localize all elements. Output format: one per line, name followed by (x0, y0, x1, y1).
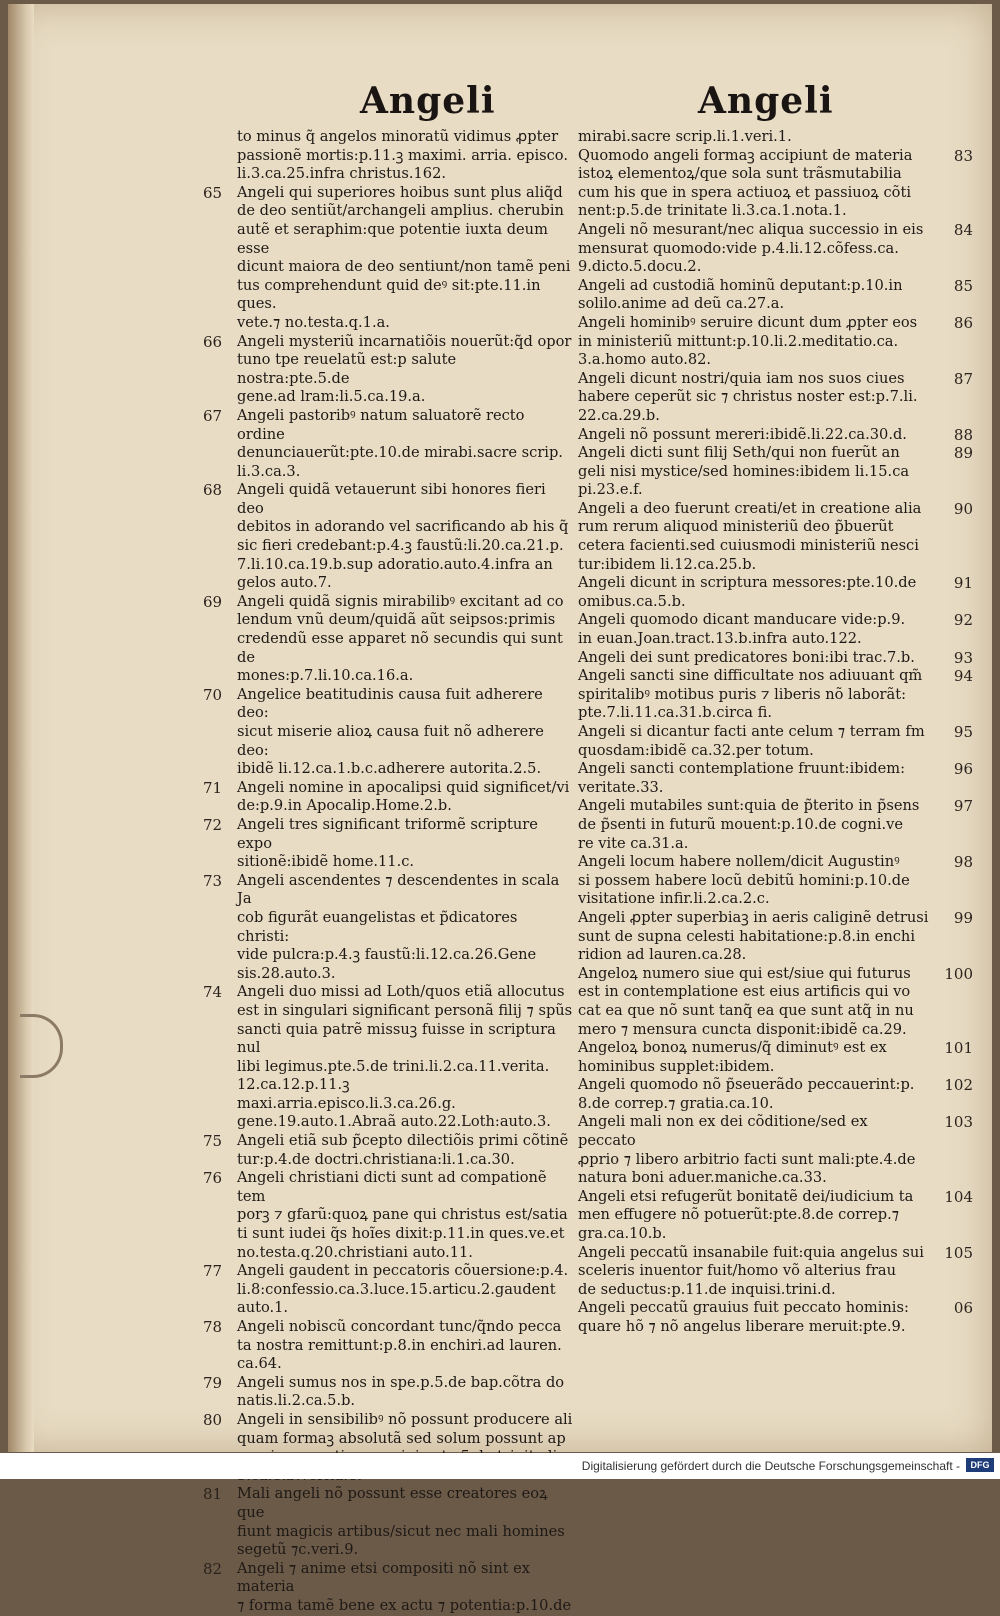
running-head-left: Angeli (360, 80, 496, 122)
index-entry (578, 574, 973, 611)
entry-text: Angeli etsi refugerũt bonitatẽ dei/iudicium ta men effugere nõ potuerũt:pte.8.de correp.⁊ gra.ca.10.b. (578, 1187, 914, 1243)
entry-number: 06 (953, 1299, 973, 1318)
index-entry (578, 1039, 973, 1076)
index-entry (578, 1299, 973, 1336)
entry-number: 100 (944, 964, 973, 983)
entry-number: 65 (203, 183, 223, 202)
entry-text: Angeloꝝ numero siue qui est/siue qui futurus est in contemplatione est eius artificis qui vo cat ea que nõ sunt tanq̃ ea que sunt atq̃ in nu mero ⁊ mensura cuncta disponit:ibidẽ ca.29. (578, 964, 914, 1038)
entry-text: Angeli hominibꝰ seruire dicunt dum ꝓpter eos in ministeriũ mittunt:p.10.li.2.meditatio.ca. 3.a.homo auto.82. (578, 313, 918, 369)
entry-text: mirabi.sacre scrip.li.1.veri.1. (578, 128, 792, 145)
digitization-footer (0, 1453, 1000, 1479)
entry-number: 81 (203, 1485, 223, 1504)
index-entry (203, 1132, 573, 1169)
entry-text: Angeli tres significant triformẽ scripture expo sitionẽ:ibidẽ home.11.c. (237, 815, 538, 871)
entry-text: Angelice beatitudinis causa fuit adherere deo: sicut miserie alioꝝ causa fuit nõ adherere deo: ibidẽ li.12.ca.1.b.c.adherere autorita.2.5. (237, 685, 544, 778)
entry-number: 88 (953, 425, 973, 444)
index-entry (578, 314, 973, 370)
index-entry (578, 667, 973, 723)
page-clip (20, 1014, 63, 1078)
entry-text: Angeli ꝓpter superbiaꝫ in aeris caliginẽ detrusi sunt de supna celesti habitatione:p.8.in enchi ridion ad lauren.ca.28. (578, 908, 929, 964)
entry-number: 99 (953, 908, 973, 927)
index-entry (203, 1485, 573, 1559)
entry-text: Angeli christiani dicti sunt ad compationẽ tem porꝫ ⁊ gfarũ:quoꝝ pane qui christus est/satia ti sunt iudei q̃s hoĩes dixit:p.11.in ques.ve.et no.testa.q.20.christiani auto.11. (237, 1169, 568, 1261)
entry-text: Angeli mutabiles sunt:quia de p̃terito in p̃sens de p̃senti in futurũ mouent:p.10.de cogni.ve re vite ca.31.a. (578, 797, 920, 852)
entry-text: Angeli peccatũ grauius fuit peccato hominis: quare hõ ⁊ nõ angelus liberare meruit:pte.9. (578, 1299, 909, 1335)
entry-text: Angeli sancti contemplatione fruunt:ibidem: veritate.33. (578, 760, 905, 796)
entry-text: Angeli duo missi ad Loth/quos etiã allocutus est in singulari significant personã filij ⁊ spũs sancti quia patrẽ missuꝫ fuisse in scriptura nul libi legimus.pte.5.de trini.li.2.ca.11.verita. 12.ca.12.p.11.ꝫ maxi.arria.episco.li.3.ca.26.g. gene.19.auto.1.Abraã auto.22.Loth:auto.3. (237, 983, 573, 1131)
entry-number: 89 (953, 444, 973, 463)
index-entry (578, 649, 973, 668)
entry-number: 66 (203, 332, 223, 351)
index-entry (578, 147, 973, 221)
index-entry (578, 723, 973, 760)
entry-text: Angeli ⁊ anime etsi compositi nõ sint ex materia ⁊ forma tamẽ bene ex actu ⁊ potentia:p.10.de (237, 1559, 572, 1614)
index-entry (578, 1188, 973, 1244)
entry-text: Angeloꝝ bonoꝝ numerus/q̃ diminutꝰ est ex hominibus supplet:ibidem. (578, 1039, 887, 1075)
book-spine (8, 4, 34, 1452)
entry-number: 76 (203, 1169, 223, 1188)
entry-number: 97 (953, 797, 973, 816)
entry-number: 82 (203, 1559, 223, 1578)
index-entry (578, 965, 973, 1039)
index-entry (578, 909, 973, 965)
entry-number: 75 (203, 1132, 223, 1151)
entry-number: 92 (953, 611, 973, 630)
entry-text: Angeli a deo fuerunt creati/et in creatione alia rum rerum aliquod ministeriũ deo p̃buerũt cetera facienti.sed cuiusmodi ministeriũ nesci tur:ibidem li.12.ca.25.b. (578, 499, 922, 573)
entry-text: Angeli si dicantur facti ante celum ⁊ terram fm quosdam:ibidẽ ca.32.per totum. (578, 723, 925, 759)
entry-text: Angeli gaudent in peccatoris cõuersione:p.4. li.8:confessio.ca.3.luce.15.articu.2.gaudent auto.1. (237, 1262, 569, 1317)
entry-text: Angeli quomodo dicant manducare vide:p.9. in euan.Joan.tract.13.b.infra auto.122. (578, 611, 906, 648)
index-entry (203, 1560, 573, 1616)
index-entry (578, 1244, 973, 1300)
entry-number: 101 (944, 1039, 973, 1058)
entry-number: 69 (203, 592, 223, 611)
entry-text: Angeli mysteriũ incarnatiõis nouerũt:q̃d opor tuno tpe reuelatũ est:p salute nostra:pte.5.de gene.ad lram:li.5.ca.19.a. (237, 332, 572, 406)
entry-text: Angeli dicunt in scriptura messores:pte.10.de omibus.ca.5.b. (578, 574, 917, 610)
entry-text: Angeli ascendentes ⁊ descendentes in scala Ja cob figurãt euangelistas et p̃dicatores christi: vide pulcra:p.4.ꝫ faustũ:li.12.ca.26.Gene sis.28.auto.3. (237, 871, 560, 982)
entry-number: 80 (203, 1410, 223, 1429)
entry-number: 93 (953, 648, 973, 667)
index-entry (578, 797, 973, 853)
index-entry (203, 481, 573, 593)
entry-number: 73 (203, 871, 223, 890)
index-entry (578, 1076, 973, 1113)
index-entry (203, 333, 573, 407)
entry-text: Angeli sumus nos in spe.p.5.de bap.cõtra do natis.li.2.ca.5.b. (237, 1373, 565, 1410)
entry-text: Angeli nõ mesurant/nec aliqua successio in eis mensurat quomodo:vide p.4.li.12.cõfess.ca. 9.dicto.5.docu.2. (578, 220, 924, 276)
entry-number: 78 (203, 1318, 223, 1336)
index-entry (578, 1113, 973, 1187)
entry-text: Angeli qui superiores hoibus sunt plus aliq̃d de deo sentiũt/archangeli amplius. cherubin autẽ et seraphim:que potentie iuxta deum esse dicunt maiora de deo sentiunt/non tamẽ peni tus comprehendunt quid deꝰ sit:pte.11.in ques. vete.⁊ no.testa.q.1.a. (237, 183, 571, 331)
index-entry (203, 1374, 573, 1411)
index-entry (203, 816, 573, 872)
entry-text: Angeli pastoribꝰ natum saluatorẽ recto ordine denunciauerũt:pte.10.de mirabi.sacre scrip. li.3.ca.3. (237, 406, 563, 480)
entry-text: Angeli mali non ex dei cõditione/sed ex peccato ꝓprio ⁊ libero arbitrio facti sunt mali:pte.4.de natura boni aduer.maniche.ca.33. (578, 1113, 916, 1187)
footer-text: Digitalisierung gefördert durch die Deutsche Forschungsgemeinschaft - (581, 1459, 960, 1473)
entry-text: Angeli etiã sub p̃cepto dilectiõis primi cõtinẽ tur:p.4.de doctri.christiana:li.1.ca.30. (237, 1132, 569, 1168)
entry-number: 85 (953, 276, 973, 295)
index-entry (203, 686, 573, 779)
entry-number: 90 (953, 499, 973, 518)
entry-number: 96 (953, 760, 973, 779)
entry-text: Quomodo angeli formaꝫ accipiunt de materia istoꝝ elementoꝝ/que sola sunt trãsmutabilia cum his que in spera actiuoꝝ et passiuoꝝ cõti nent:p.5.de trinitate li.3.ca.1.nota.1. (578, 146, 913, 220)
entry-text: Angeli dei sunt predicatores boni:ibi trac.7.b. (578, 648, 915, 666)
entry-text: Angeli nõ possunt mereri:ibidẽ.li.22.ca.30.d. (578, 425, 907, 443)
entry-text: Angeli dicti sunt filij Seth/qui non fuerũt an geli nisi mystice/sed homines:ibidem li.15.ca pi.23.e.f. (578, 444, 910, 499)
index-entry (578, 853, 973, 909)
index-entry (578, 221, 973, 277)
index-entry (578, 444, 973, 500)
index-entry (203, 128, 573, 184)
index-entry (203, 983, 573, 1132)
entry-number: 79 (203, 1373, 223, 1392)
index-column-right (578, 128, 973, 1337)
entry-text: Angeli in sensibilibꝰ nõ possunt producere ali quam formaꝫ absolutã sed solum possunt ap (237, 1410, 573, 1447)
entry-text: Angeli quidã vetauerunt sibi honores fieri deo debitos in adorando vel sacrificando ab his q̃ sic fieri credebant:p.4.ꝫ faustũ:li.20.ca.21.p. 7.li.10.ca.19.b.sup adoratio.auto.4.infra an gelos auto.7. (237, 481, 569, 592)
running-head-right: Angeli (698, 80, 834, 122)
entry-number: 86 (953, 313, 973, 332)
entry-text: Angeli sancti sine difficultate nos adiuuant qm̃ spiritalibꝰ motibus puris ⁊ liberis nõ laborãt: pte.7.li.11.ca.31.b.circa fi. (578, 667, 923, 722)
index-entry (578, 370, 973, 426)
entry-text: Angeli locum habere nollem/dicit Augustinꝰ si possem habere locũ debitũ homini:p.10.de visitatione infir.li.2.ca.2.c. (578, 853, 910, 908)
index-entry (203, 1318, 573, 1374)
index-entry (203, 1169, 573, 1262)
entry-number: 84 (953, 220, 973, 239)
index-entry (203, 872, 573, 984)
index-entry (578, 128, 973, 147)
index-entry (578, 500, 973, 574)
entry-number: 95 (953, 723, 973, 741)
entry-text: Mali angeli nõ possunt esse creatores eoꝝ que fiunt magicis artibus/sicut nec mali homines segetũ ⁊c.veri.9. (237, 1485, 565, 1559)
entry-number: 91 (953, 574, 973, 593)
index-entry (203, 1262, 573, 1318)
entry-number: 70 (203, 685, 223, 704)
entry-number: 103 (944, 1113, 973, 1132)
entry-text: Angeli nomine in apocalipsi quid significet/vi de:p.9.in Apocalip.Home.2.b. (237, 778, 570, 815)
entry-number: 71 (203, 778, 223, 797)
index-entry (203, 184, 573, 333)
index-entry (578, 277, 973, 314)
index-entry (203, 779, 573, 816)
entry-number: 105 (944, 1243, 973, 1262)
index-entry (578, 760, 973, 797)
entry-text: Angeli nobiscũ concordant tunc/q̃ndo pecca ta nostra remittunt:p.8.in enchiri.ad lauren. ca.64. (237, 1318, 562, 1373)
entry-number: 74 (203, 983, 223, 1002)
entry-text: Angeli quidã signis mirabilibꝰ excitant ad co lendum vnũ deum/quidã aũt seipsos:primis credendũ esse apparet nõ secundis qui sunt de mones:p.7.li.10.ca.16.a. (237, 592, 564, 685)
entry-number: 77 (203, 1262, 223, 1281)
dfg-logo: DFG (966, 1458, 994, 1472)
entry-text: Angeli ad custodiã hominũ deputant:p.10.in solilo.anime ad deũ ca.27.a. (578, 276, 903, 313)
entry-number: 87 (953, 369, 973, 388)
index-column-left (203, 128, 573, 1616)
entry-number: 72 (203, 815, 223, 834)
entry-text: Angeli dicunt nostri/quia iam nos suos ciues habere ceperũt sic ⁊ christus noster est:p.7.li. 22.ca.29.b. (578, 369, 918, 424)
entry-number: 67 (203, 406, 223, 425)
entry-number: 98 (953, 853, 973, 872)
entry-number: 68 (203, 481, 223, 500)
index-entry (203, 407, 573, 481)
entry-number: 104 (944, 1187, 973, 1206)
entry-number: 102 (944, 1076, 973, 1095)
entry-text: Angeli quomodo nõ p̃seuerãdo peccauerint:p. 8.de correp.⁊ gratia.ca.10. (578, 1076, 915, 1112)
entry-text: Angeli peccatũ insanabile fuit:quia angelus sui sceleris inuentor fuit/homo võ alterius frau de seductus:p.11.de inquisi.trini.d. (578, 1243, 924, 1298)
entry-number: 83 (953, 146, 973, 165)
entry-number: 94 (953, 667, 973, 686)
entry-text: to minus q̃ angelos minoratũ vidimus ꝓpter passionẽ mortis:p.11.ꝫ maximi. arria. episco. li.3.ca.25.infra christus.162. (237, 128, 568, 183)
index-entry (578, 426, 973, 445)
index-entry (203, 593, 573, 686)
index-entry (578, 611, 973, 648)
